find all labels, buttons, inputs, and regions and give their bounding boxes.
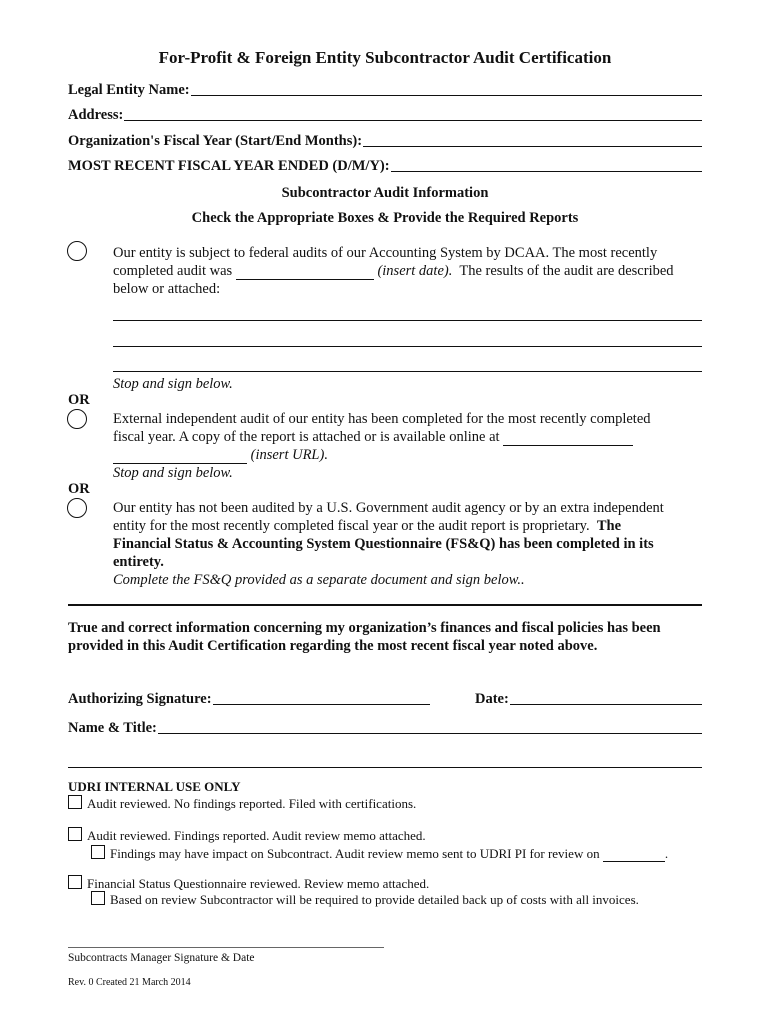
review-date-field[interactable] bbox=[603, 849, 665, 862]
page-title: For-Profit & Foreign Entity Subcontractor Audit Certification bbox=[158, 48, 612, 67]
check-row-2: Audit reviewed. Findings reported. Audit review memo attached. bbox=[68, 827, 426, 844]
option1-radio[interactable] bbox=[67, 241, 87, 261]
address-field[interactable] bbox=[124, 120, 702, 121]
option3-text: Our entity has not been audited by a U.S. Government audit agency or by an extra independent entity for the most recently completed fiscal year or the audit report is proprietary. The Financial Status & Accounting System Questionnaire (FS&Q) has been completed in its entirety. Complete the FS&Q provided as a separate document and sign below.. bbox=[113, 500, 664, 588]
check-2a-box[interactable] bbox=[91, 845, 105, 859]
name-title-field[interactable] bbox=[158, 733, 702, 734]
option1-stop: Stop and sign below. bbox=[113, 376, 233, 392]
internal-heading: UDRI INTERNAL USE ONLY bbox=[68, 779, 241, 794]
description-line-3[interactable] bbox=[113, 371, 702, 372]
recent-fiscal-field[interactable] bbox=[391, 171, 702, 172]
check-1-box[interactable] bbox=[68, 795, 82, 809]
name-title-row bbox=[68, 720, 702, 737]
check-row-3: Financial Status Questionnaire reviewed. Review memo attached. bbox=[68, 875, 429, 892]
certification-statement: True and correct information concerning my organization’s finances and fiscal policies has been provided in this Audit Certification regarding the most recent fiscal year noted above. bbox=[68, 620, 661, 654]
section-subtitle: Check the Appropriate Boxes & Provide the Required Reports bbox=[191, 210, 579, 226]
check-3a-box[interactable] bbox=[91, 891, 105, 905]
option2-radio[interactable] bbox=[67, 409, 87, 429]
check-3-box[interactable] bbox=[68, 875, 82, 889]
recent-fiscal-label: MOST RECENT FISCAL YEAR ENDED (D/M/Y): bbox=[68, 158, 390, 174]
option1-line1: Our entity is subject to federal audits of our Accounting System by DCAA. The most recently bbox=[113, 245, 658, 261]
auth-signature-row bbox=[68, 691, 430, 708]
audit-date-field[interactable] bbox=[236, 265, 374, 280]
legal-entity-field[interactable] bbox=[191, 95, 702, 96]
option1-line2: completed audit was (insert date). The results of the audit are described bbox=[113, 263, 674, 279]
option2-text: External independent audit of our entity has been completed for the most recently completed fiscal year. A copy of the report is attached or is available online at (insert URL). Stop and sign below. bbox=[113, 411, 651, 481]
option1-text bbox=[113, 244, 713, 298]
option1-line3: below or attached: bbox=[113, 281, 221, 297]
legal-entity-label: Legal Entity Name: bbox=[68, 82, 190, 98]
auth-signature-label: Authorizing Signature: bbox=[68, 691, 212, 707]
address-label: Address: bbox=[68, 107, 124, 123]
check-row-1: Audit reviewed. No findings reported. Filed with certifications. bbox=[68, 795, 416, 812]
date-row bbox=[475, 691, 702, 708]
date-field[interactable] bbox=[510, 704, 702, 705]
fiscal-year-field[interactable] bbox=[363, 146, 702, 147]
url-field-part2[interactable] bbox=[113, 449, 247, 464]
check-row-2a: Findings may have impact on Subcontract. Audit review memo sent to UDRI PI for review on . bbox=[91, 845, 668, 862]
recent-fiscal-row bbox=[68, 158, 702, 175]
url-field-part1[interactable] bbox=[503, 431, 633, 446]
legal-entity-row bbox=[68, 82, 702, 99]
manager-signature-line[interactable] bbox=[68, 947, 384, 948]
fiscal-year-row bbox=[68, 133, 702, 150]
manager-signature-label: Subcontracts Manager Signature & Date bbox=[68, 952, 255, 964]
address-row bbox=[68, 107, 702, 124]
internal-divider bbox=[68, 767, 702, 768]
or-label-1: OR bbox=[68, 392, 90, 408]
auth-signature-field[interactable] bbox=[213, 704, 430, 705]
section-title: Subcontractor Audit Information bbox=[281, 185, 489, 201]
option3-radio[interactable] bbox=[67, 498, 87, 518]
description-line-1[interactable] bbox=[113, 320, 702, 321]
check-row-3a: Based on review Subcontractor will be required to provide detailed back up of costs with all invoices. bbox=[91, 891, 639, 908]
check-2-box[interactable] bbox=[68, 827, 82, 841]
name-title-label: Name & Title: bbox=[68, 720, 157, 736]
date-label: Date: bbox=[475, 691, 509, 707]
or-label-2: OR bbox=[68, 481, 90, 497]
description-line-2[interactable] bbox=[113, 346, 702, 347]
fiscal-year-label: Organization's Fiscal Year (Start/End Months): bbox=[68, 133, 363, 149]
section-divider bbox=[68, 604, 702, 606]
revision-note: Rev. 0 Created 21 March 2014 bbox=[68, 977, 191, 988]
